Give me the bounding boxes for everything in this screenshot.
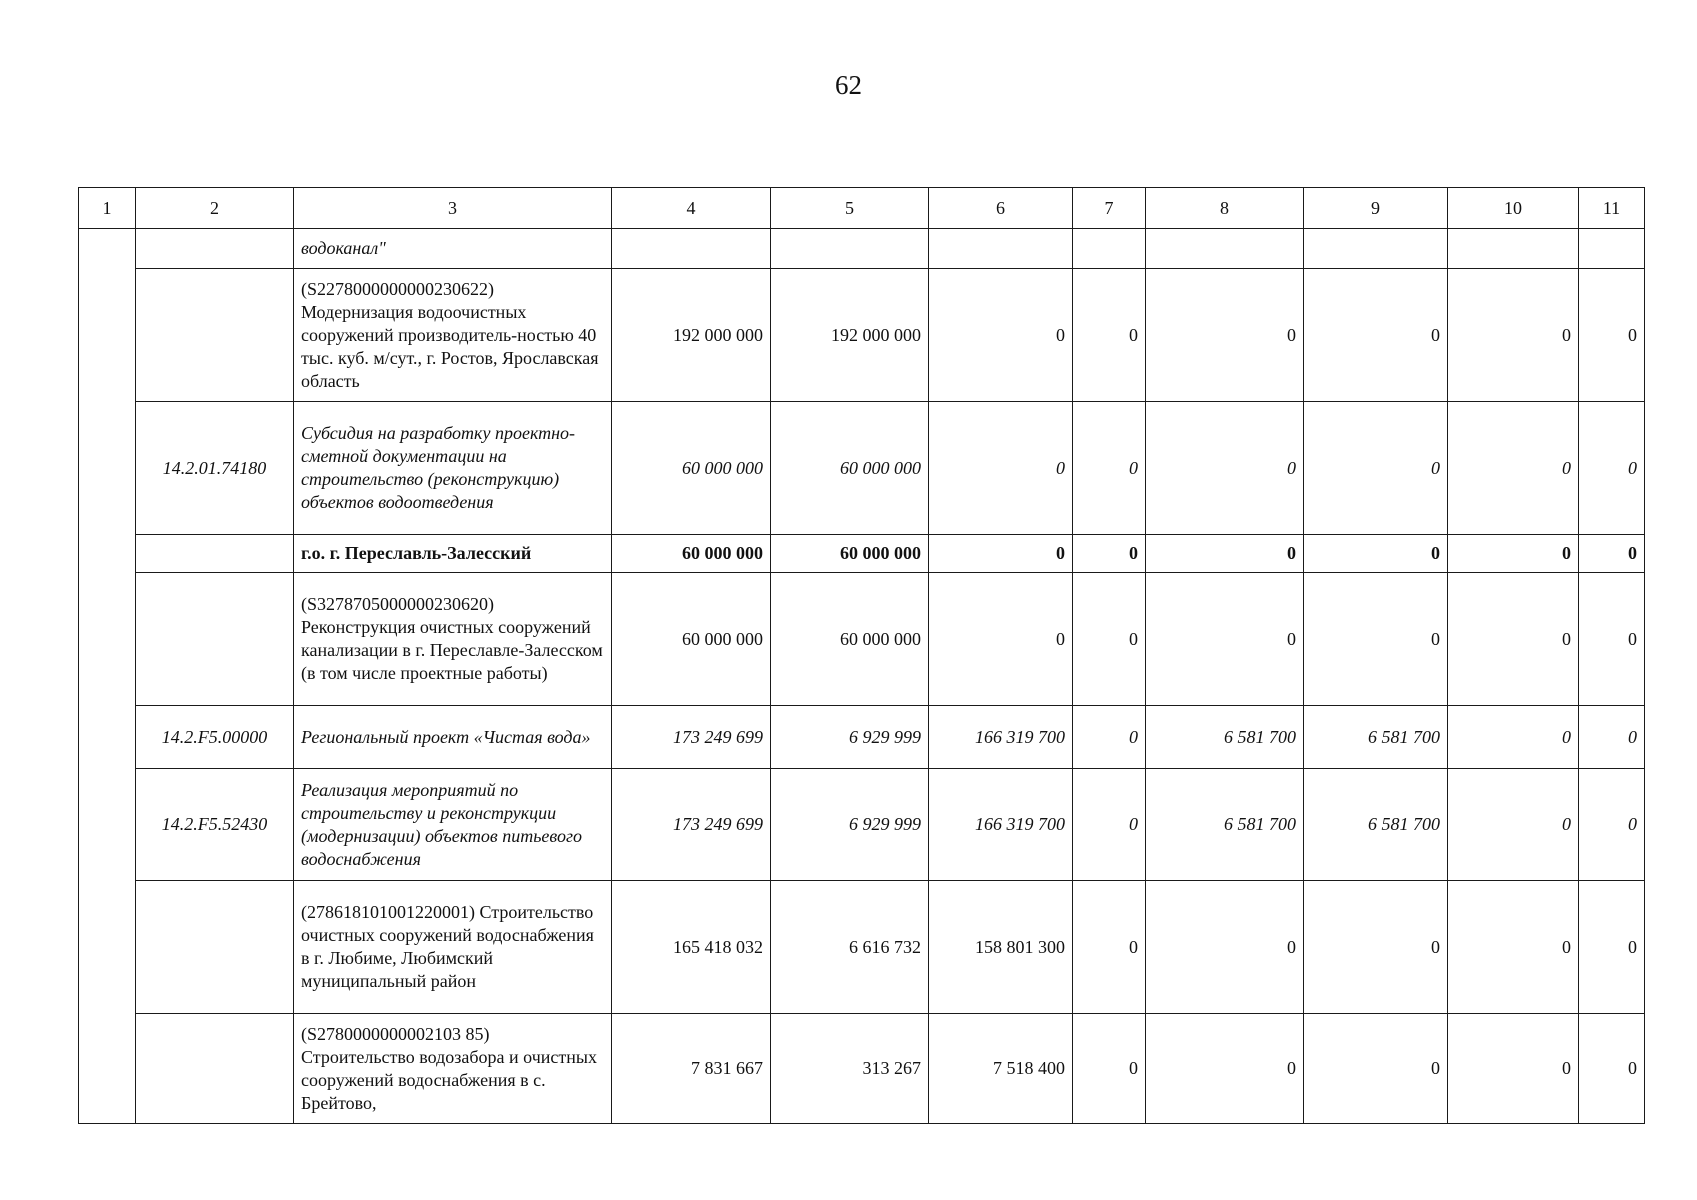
value-col-5: 6 929 999 (771, 706, 929, 769)
value-col-5: 6 929 999 (771, 769, 929, 881)
value-col-7 (1073, 229, 1146, 269)
page-number: 62 (835, 70, 862, 100)
value-col-6: 0 (929, 535, 1073, 573)
value-col-6: 158 801 300 (929, 881, 1073, 1014)
value-col-5: 60 000 000 (771, 402, 929, 535)
value-col-4: 165 418 032 (612, 881, 771, 1014)
table-row (79, 269, 1645, 402)
value-col-8: 6 581 700 (1146, 706, 1304, 769)
value-col-7: 0 (1073, 769, 1146, 881)
row-description: (S2780000000002103 85) Строительство водозабора и очистных сооружений водоснабжения в с. Брейтово, (294, 1014, 612, 1124)
row-code (136, 881, 294, 1014)
row-code: 14.2.F5.52430 (136, 769, 294, 881)
value-col-7: 0 (1073, 535, 1146, 573)
value-col-10: 0 (1448, 269, 1579, 402)
value-col-7: 0 (1073, 706, 1146, 769)
header-col-7: 7 (1073, 188, 1146, 229)
value-col-6: 7 518 400 (929, 1014, 1073, 1124)
value-col-8: 6 581 700 (1146, 769, 1304, 881)
value-col-10: 0 (1448, 1014, 1579, 1124)
row-code (136, 1014, 294, 1124)
table-row (79, 402, 1645, 535)
header-col-8: 8 (1146, 188, 1304, 229)
value-col-11: 0 (1579, 769, 1645, 881)
value-col-5: 60 000 000 (771, 535, 929, 573)
table-row (79, 1014, 1645, 1124)
row-code (136, 229, 294, 269)
table-row (79, 535, 1645, 573)
value-col-6: 166 319 700 (929, 706, 1073, 769)
header-col-1: 1 (79, 188, 136, 229)
value-col-9: 0 (1304, 573, 1448, 706)
value-col-6 (929, 229, 1073, 269)
value-col-10: 0 (1448, 402, 1579, 535)
value-col-10: 0 (1448, 706, 1579, 769)
value-col-7: 0 (1073, 881, 1146, 1014)
value-col-5: 313 267 (771, 1014, 929, 1124)
row-description: (278618101001220001) Строительство очистных сооружений водоснабжения в г. Любиме, Любимский муниципальный район (294, 881, 612, 1014)
value-col-7: 0 (1073, 402, 1146, 535)
row-group-cell (79, 229, 136, 1124)
row-description: водоканал" (294, 229, 612, 269)
value-col-9: 0 (1304, 881, 1448, 1014)
value-col-4: 60 000 000 (612, 402, 771, 535)
row-description: Реализация мероприятий по строительству и реконструкции (модернизации) объектов питьевого водоснабжения (294, 769, 612, 881)
value-col-4: 173 249 699 (612, 769, 771, 881)
value-col-9: 6 581 700 (1304, 769, 1448, 881)
value-col-6: 166 319 700 (929, 769, 1073, 881)
value-col-4: 7 831 667 (612, 1014, 771, 1124)
value-col-4: 173 249 699 (612, 706, 771, 769)
header-col-6: 6 (929, 188, 1073, 229)
value-col-10: 0 (1448, 535, 1579, 573)
value-col-9: 0 (1304, 402, 1448, 535)
value-col-10 (1448, 229, 1579, 269)
value-col-4: 60 000 000 (612, 573, 771, 706)
value-col-11: 0 (1579, 1014, 1645, 1124)
row-description: Региональный проект «Чистая вода» (294, 706, 612, 769)
header-col-10: 10 (1448, 188, 1579, 229)
row-code: 14.2.F5.00000 (136, 706, 294, 769)
value-col-10: 0 (1448, 769, 1579, 881)
value-col-6: 0 (929, 269, 1073, 402)
header-col-11: 11 (1579, 188, 1645, 229)
table-header-row (79, 188, 1645, 229)
value-col-4: 192 000 000 (612, 269, 771, 402)
row-code (136, 535, 294, 573)
value-col-10: 0 (1448, 573, 1579, 706)
value-col-10: 0 (1448, 881, 1579, 1014)
value-col-7: 0 (1073, 573, 1146, 706)
value-col-11: 0 (1579, 402, 1645, 535)
value-col-6: 0 (929, 402, 1073, 535)
row-description: (S2278000000000230622) Модернизация водоочистных сооружений производитель-ностью 40 тыс. куб. м/сут., г. Ростов, Ярославская область (294, 269, 612, 402)
row-code: 14.2.01.74180 (136, 402, 294, 535)
value-col-9: 6 581 700 (1304, 706, 1448, 769)
value-col-4 (612, 229, 771, 269)
value-col-8: 0 (1146, 269, 1304, 402)
value-col-9 (1304, 229, 1448, 269)
value-col-8 (1146, 229, 1304, 269)
budget-table (78, 187, 1645, 1124)
table-row (79, 229, 1645, 269)
table-row (79, 769, 1645, 881)
value-col-11: 0 (1579, 573, 1645, 706)
header-col-3: 3 (294, 188, 612, 229)
header-col-9: 9 (1304, 188, 1448, 229)
value-col-5: 192 000 000 (771, 269, 929, 402)
table-row (79, 706, 1645, 769)
value-col-8: 0 (1146, 573, 1304, 706)
value-col-6: 0 (929, 573, 1073, 706)
header-col-5: 5 (771, 188, 929, 229)
value-col-11: 0 (1579, 706, 1645, 769)
value-col-8: 0 (1146, 881, 1304, 1014)
value-col-8: 0 (1146, 1014, 1304, 1124)
row-description: (S3278705000000230620) Реконструкция очистных сооружений канализации в г. Переславле-Залесском (в том числе проектные работы) (294, 573, 612, 706)
value-col-7: 0 (1073, 269, 1146, 402)
value-col-11: 0 (1579, 535, 1645, 573)
value-col-8: 0 (1146, 535, 1304, 573)
value-col-9: 0 (1304, 269, 1448, 402)
value-col-7: 0 (1073, 1014, 1146, 1124)
row-code (136, 269, 294, 402)
value-col-11: 0 (1579, 269, 1645, 402)
value-col-5 (771, 229, 929, 269)
table-row (79, 573, 1645, 706)
row-description: Субсидия на разработку проектно-сметной документации на строительство (реконструкцию) объектов водоотведения (294, 402, 612, 535)
value-col-9: 0 (1304, 535, 1448, 573)
value-col-4: 60 000 000 (612, 535, 771, 573)
value-col-9: 0 (1304, 1014, 1448, 1124)
row-code (136, 573, 294, 706)
table-row (79, 881, 1645, 1014)
header-col-4: 4 (612, 188, 771, 229)
value-col-11 (1579, 229, 1645, 269)
header-col-2: 2 (136, 188, 294, 229)
value-col-11: 0 (1579, 881, 1645, 1014)
value-col-5: 6 616 732 (771, 881, 929, 1014)
value-col-5: 60 000 000 (771, 573, 929, 706)
row-description: г.о. г. Переславль-Залесский (294, 535, 612, 573)
value-col-8: 0 (1146, 402, 1304, 535)
